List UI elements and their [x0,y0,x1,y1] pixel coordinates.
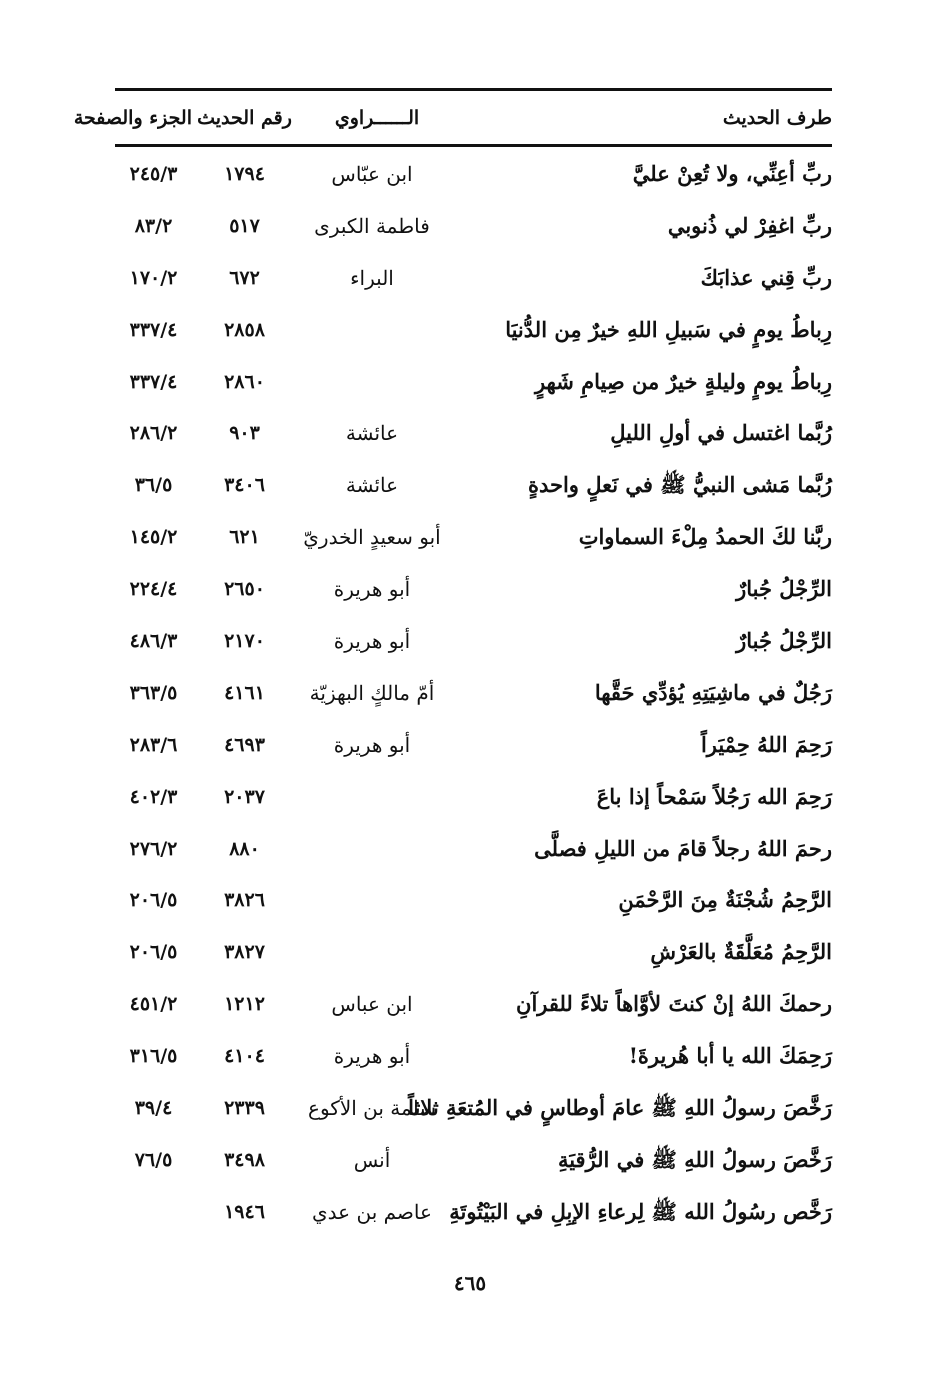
table-row [115,1032,832,1084]
hadith-number: ٢٦٥٠ [224,578,265,601]
hadith-number: ٦٢١ [229,526,260,549]
narrator: أنس [353,1147,391,1172]
table-row [115,825,832,877]
hadith-number: ٢١٧٠ [224,630,265,653]
hadith-text: الرِّجْلُ جُبارٌ [736,628,832,654]
narrator: أبو هريرة [333,629,411,654]
hadith-text: ربِّ قِني عذابَكَ [700,264,832,290]
hadith-number: ٢٠٣٧ [224,785,265,808]
narrator: سلمة بن الأكوع [308,1096,436,1121]
table-row [115,773,832,825]
hadith-number: ١٩٤٦ [224,1200,265,1223]
hadith-text: رَخَّص رسُولُ الله ﷺ لِرعاءِ الإبِلِ في البَيْتُوتَةِ [449,1198,832,1224]
volume-page: ٣٦٣/٥ [129,681,178,704]
volume-page: ٢٧٦/٢ [129,837,178,860]
table-row [115,306,832,358]
hadith-text: ربَّنا لكَ الحمدُ مِلْءَ السماواتِ [578,524,832,550]
hadith-number: ٥١٧ [229,214,260,237]
hadith-text: رُبَّما مَشى النبيُّ ﷺ في نَعلٍ واحدةٍ [527,472,832,498]
table-row [115,1188,832,1240]
hadith-number: ٤١٠٤ [224,1045,265,1068]
hadith-text: رحمَ اللهُ رجلاً قامَ من الليلِ فصلَّى [534,835,832,861]
table-row [115,617,832,669]
table-row [115,565,832,617]
hadith-number: ٦٧٢ [229,266,260,289]
volume-page: ٣٣٧/٤ [129,370,178,393]
volume-page: ٣٩/٤ [134,1097,173,1120]
table-row [115,1136,832,1188]
hadith-index-table [115,150,832,1240]
table-row [115,876,832,928]
hadith-text: رُبَّما اغتسل في أولِ الليلِ [610,420,832,446]
volume-page: ٢٨٦/٢ [129,422,178,445]
narrator: ابن عبّاس [331,162,413,186]
table-row [115,409,832,461]
table-row [115,202,832,254]
hadith-text: رِباطُ يومٍ في سَبيلِ اللهِ خيرٌ مِن الدُّنيَا [505,316,832,342]
narrator: فاطمة الكبرى [314,213,430,238]
volume-page: ٣٦/٥ [134,474,173,497]
narrator: أمّ مالكٍ البهزيّة [309,680,435,705]
volume-page: ٣١٦/٥ [129,1045,178,1068]
volume-page: ٢٨٣/٦ [129,733,178,756]
hadith-text: رَجُلٌ في ماشِيَتِهِ يُؤدِّي حَقَّها [594,679,832,705]
header-hadith-number: رقم الحديث [197,107,292,129]
hadith-number: ٣٤٠٦ [224,474,265,497]
table-row [115,669,832,721]
volume-page: ٨٣/٢ [134,214,173,237]
table-row [115,150,832,202]
hadith-text: رَخَّصَ رسولُ اللهِ ﷺ في الرُّقيَةِ [557,1146,832,1172]
hadith-number: ٤١٦١ [224,681,265,704]
table-row [115,254,832,306]
hadith-text: رِباطُ يومٍ وليلةٍ خيرٌ من صِيامِ شَهرٍ [534,368,832,394]
hadith-text: رَحِمَ اللهُ حِمْيَراً [700,731,832,757]
table-row [115,513,832,565]
volume-page: ١٧٠/٢ [129,266,178,289]
narrator: أبو هريرة [333,732,411,757]
table-row [115,928,832,980]
volume-page: ٢٤٥/٣ [129,163,178,185]
hadith-number: ٩٠٣ [229,422,260,445]
volume-page: ٣٣٧/٤ [129,318,178,341]
table-row [115,461,832,513]
table-header [73,98,832,138]
hadith-number: ١٧٩٤ [224,163,265,185]
volume-page: ٤٨٦/٣ [129,630,178,653]
narrator: أبو هريرة [333,1044,411,1069]
hadith-text: رحمكَ اللهُ إنْ كنتَ لأوَّاهاً تلاءً للقرآنِ [516,991,832,1017]
narrator: عائشة [345,473,399,498]
table-row [115,980,832,1032]
hadith-text: الرِّجْلُ جُبارٌ [736,576,832,602]
hadith-number: ٢٣٣٩ [224,1097,265,1120]
table-row [115,1084,832,1136]
header-narrator: الــــــراوي [334,107,420,129]
narrator: أبو سعيدٍ الخدريّ [303,525,441,550]
hadith-number: ٣٨٢٦ [224,889,265,912]
volume-page: ٢٢٤/٤ [129,578,178,601]
hadith-number: ٨٨٠ [229,837,260,860]
hadith-number: ٤٦٩٣ [224,733,265,756]
narrator: عائشة [345,421,399,446]
page-number: ٤٦٥ [453,1271,487,1295]
volume-page: ٤٠٢/٣ [129,785,178,808]
hadith-number: ٣٤٩٨ [224,1148,265,1171]
narrator: أبو هريرة [333,577,411,602]
narrator: عاصم بن عدي [312,1199,432,1224]
table-row [115,358,832,410]
volume-page: ٤٥١/٢ [129,993,178,1016]
volume-page: ٢٠٦/٥ [129,941,178,964]
header-volume-page: الجزء والصفحة [73,107,192,129]
hadith-number: ١٢١٢ [224,993,265,1016]
volume-page: ٢٠٦/٥ [129,889,178,912]
hadith-text: رَحِمَكَ الله يا أبا هُريرةَ! [628,1043,832,1069]
hadith-number: ٢٨٥٨ [224,318,265,341]
narrator: البراء [350,265,394,290]
hadith-text: ربِّ أعِنِّي، ولا تُعِنْ عليَّ [632,161,832,186]
hadith-text: رَحِمَ الله رَجُلاً سَمْحاً إذا باعَ [596,783,832,809]
hadith-text: الرَّحِمُ شُجْنَةٌ مِنَ الرَّحْمَنِ [618,887,832,913]
hadith-text: رَخَّصَ رسولُ اللهِ ﷺ عامَ أوطاسٍ في المُتعَةِ ثلاثاً [408,1095,832,1121]
hadith-number: ٢٨٦٠ [224,370,265,393]
header-hadith-text: طرف الحديث [722,107,832,129]
volume-page: ١٤٥/٢ [129,526,178,549]
header-rule [115,144,832,147]
hadith-number: ٣٨٢٧ [224,941,265,964]
narrator: ابن عباس [331,992,413,1017]
table-row [115,721,832,773]
hadith-text: الرَّحِمُ مُعَلَّقَةٌ بالعَرْشِ [650,939,832,965]
volume-page: ٧٦/٥ [134,1148,173,1171]
top-rule [115,88,832,91]
hadith-text: ربِّ اغفِرْ لي ذُنوبي [667,212,832,238]
